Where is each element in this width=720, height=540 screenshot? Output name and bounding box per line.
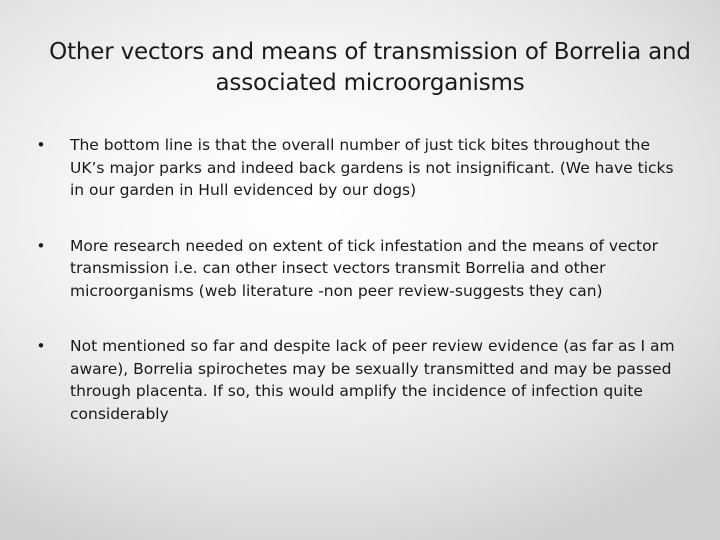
bullet-text: The bottom line is that the overall number of just tick bites throughout the UK’s major parks and indeed back gardens is not insignificant. (We have ticks in our garden in Hull evidenced by our dogs) xyxy=(70,136,674,199)
bullet-text: Not mentioned so far and despite lack of peer review evidence (as far as I am aware), Borrelia spirochetes may be sexually transmitted and may be passed through placenta. If so, this would amplify the incidence of infection quite considerably xyxy=(70,337,675,423)
bullet-marker: • xyxy=(36,136,46,154)
slide-title: Other vectors and means of transmission of Borrelia and associated microorganisms xyxy=(49,39,691,96)
bullet-list xyxy=(34,134,684,458)
bullet-marker: • xyxy=(36,236,46,255)
bullet-text: More research needed on extent of tick infestation and the means of vector transmission i.e. can other insect vectors transmit Borrelia and other microorganisms (web literature -non peer review-suggests they can) xyxy=(70,236,658,300)
bullet-item xyxy=(34,134,684,202)
bullet-marker: • xyxy=(36,337,46,355)
bullet-item xyxy=(34,335,684,425)
bullet-item xyxy=(34,235,684,303)
